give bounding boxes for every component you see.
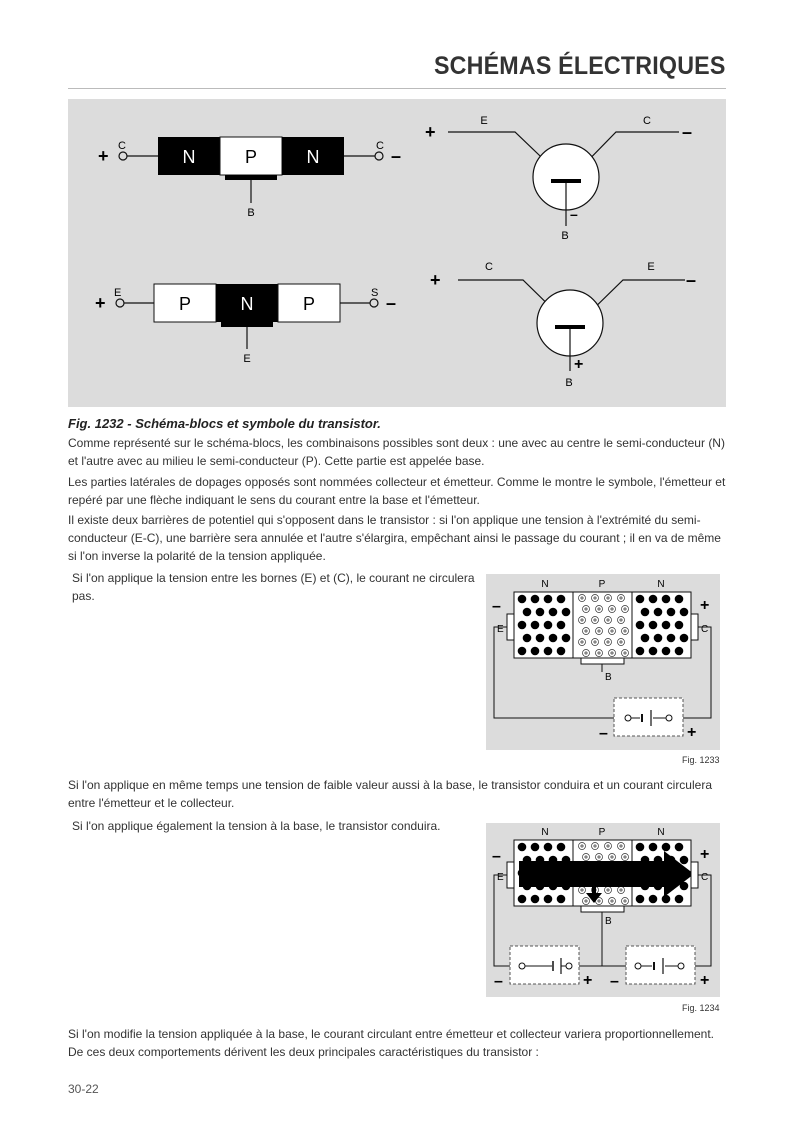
electron-dot <box>562 634 571 643</box>
fig1233-right-electrode <box>691 614 698 640</box>
npn-block-diagram <box>98 137 401 219</box>
electron-dot <box>654 608 663 617</box>
fig1234-mid-circuit-wire <box>579 927 602 966</box>
electron-dot <box>544 595 553 604</box>
electron-dot <box>518 621 527 630</box>
electron-dot <box>662 595 671 604</box>
npn-block-layer-2-label: P <box>244 147 258 167</box>
fig1233-base-label: B <box>605 672 612 683</box>
figure-1233-diagram <box>486 574 720 750</box>
pnp-block-layer-2-label: N <box>240 294 254 314</box>
electron-dot <box>649 843 658 852</box>
electron-dot <box>680 856 689 865</box>
fig1234-right-sign: + <box>700 846 710 863</box>
electron-dot <box>636 895 645 904</box>
fig1233-layer-1-label: N <box>541 579 549 590</box>
figure-1232-diagram <box>68 99 726 407</box>
electron-dot <box>536 634 545 643</box>
fig1233-layer-3-label: N <box>657 579 665 590</box>
electron-dot <box>549 608 558 617</box>
paragraph-2: Les parties latérales de dopages opposés sont nommées collecteur et émetteur. Comme le montre le symbole, l'émetteur et repéré par une flèche indiquant le sens du courant entre la base et l'émetteur. <box>68 475 726 507</box>
npn-block-right-terminal <box>375 152 383 160</box>
electron-dot <box>636 647 645 656</box>
pnp-block-base-contact <box>221 322 273 327</box>
fig1233-left-electrode <box>507 614 514 640</box>
npn-block-right-label: C <box>376 140 384 152</box>
electron-dot <box>557 595 566 604</box>
electron-dot <box>544 621 553 630</box>
pnp-transistor-symbol <box>430 261 696 389</box>
electron-dot <box>557 647 566 656</box>
electron-dot <box>557 843 566 852</box>
fig1233-battery-terminal-left <box>625 715 631 721</box>
electron-dot <box>662 843 671 852</box>
pnp-block-diagram <box>95 284 396 365</box>
fig1233-battery-right-sign: + <box>687 724 697 741</box>
electron-dot <box>544 647 553 656</box>
electron-dot <box>680 608 689 617</box>
electron-dot <box>675 647 684 656</box>
electron-dot <box>636 595 645 604</box>
electron-dot <box>675 895 684 904</box>
fig1234-layer-1-label: N <box>541 827 549 838</box>
pnp-block-right-terminal <box>370 299 378 307</box>
pnp-symbol-right-label: E <box>647 261 655 273</box>
fig1234-left-circuit-wire <box>494 875 510 966</box>
npn-block-layer-1-label: N <box>182 147 196 167</box>
electron-dot <box>557 895 566 904</box>
electron-dot <box>675 843 684 852</box>
fig1234-battery1-right-sign: + <box>583 972 593 989</box>
electron-dot <box>523 608 532 617</box>
npn-symbol-base-sign: – <box>570 206 578 222</box>
npn-symbol-right-label: C <box>643 115 651 127</box>
figure-1233-label: Fig. 1233 <box>682 755 720 765</box>
electron-dot <box>531 647 540 656</box>
npn-block-right-sign: – <box>391 146 402 166</box>
pnp-block-right-label: S <box>371 287 379 299</box>
electron-dot <box>636 621 645 630</box>
npn-symbol-right-sign: – <box>682 122 693 142</box>
pnp-block-layer-1-label: P <box>178 294 192 314</box>
fig1234-battery2-right-sign: + <box>700 972 710 989</box>
pnp-symbol-right-sign: – <box>686 270 697 290</box>
pnp-symbol-left-sign: + <box>430 270 441 290</box>
fig1233-battery-left-sign: – <box>599 725 608 742</box>
electron-dot <box>544 843 553 852</box>
electron-dot <box>531 895 540 904</box>
pnp-block-right-sign: – <box>386 293 397 313</box>
fig1234-battery1-left-sign: – <box>494 973 503 990</box>
npn-block-left-sign: + <box>98 146 109 166</box>
fig1233-layer-2-label: P <box>598 579 606 590</box>
page-title: SCHÉMAS ÉLECTRIQUES <box>434 52 726 80</box>
electron-dot <box>562 608 571 617</box>
electron-dot <box>667 634 676 643</box>
fig1233-right-label: C <box>701 624 709 635</box>
pnp-symbol-left-label: C <box>485 261 493 273</box>
pnp-symbol-base-sign: + <box>574 356 584 373</box>
pnp-block-left-sign: + <box>95 293 106 313</box>
npn-block-base-label: B <box>247 207 255 219</box>
paragraph-4: Si l'on applique la tension entre les bornes (E) et (C), le courant ne circulera pas. <box>72 571 475 603</box>
electron-dot <box>662 621 671 630</box>
electron-dot <box>641 634 650 643</box>
electron-dot <box>675 621 684 630</box>
fig1233-battery-terminal-right <box>666 715 672 721</box>
electron-dot <box>518 895 527 904</box>
paragraph-1: Comme représenté sur le schéma-blocs, les combinaisons possibles sont deux : une avec au centre le semi-conducteur (N) et l'autre avec au milieu le semi-conducteur (P). Cette partie est appelée base. <box>68 436 725 468</box>
electron-dot <box>649 895 658 904</box>
paragraph-5: Si l'on applique en même temps une tension de faible valeur aussi à la base, le transistor conduira et un courant circulera entre l'émetteur et le collecteur. <box>68 778 712 810</box>
fig1234-battery1-terminal-left <box>519 963 525 969</box>
page-number: 30-22 <box>68 1082 99 1096</box>
fig1234-battery2-terminal-right <box>678 963 684 969</box>
fig1233-left-sign: – <box>492 598 501 615</box>
fig1234-battery2-left-sign: – <box>610 973 619 990</box>
fig1234-battery1-terminal-right <box>566 963 572 969</box>
pnp-block-left-label: E <box>114 287 122 299</box>
fig1233-left-label: E <box>497 624 504 635</box>
fig1234-battery2-terminal-left <box>635 963 641 969</box>
electron-dot <box>557 621 566 630</box>
paragraph-6: Si l'on applique également la tension à la base, le transistor conduira. <box>72 819 441 833</box>
fig1234-right-circuit-wire <box>695 875 711 966</box>
npn-transistor-symbol <box>425 115 692 242</box>
npn-symbol-base-label: B <box>561 230 569 242</box>
fig1234-left-electrode <box>507 862 514 888</box>
pnp-block-base-label: E <box>243 353 251 365</box>
electron-dot <box>536 608 545 617</box>
electron-dot <box>662 895 671 904</box>
fig1234-layer-2-label: P <box>598 827 606 838</box>
fig1234-layer-3-label: N <box>657 827 665 838</box>
figure-1233-panel <box>486 574 720 750</box>
electron-dot <box>667 608 676 617</box>
fig1234-left-label: E <box>497 872 504 883</box>
npn-block-layer-3-label: N <box>306 147 320 167</box>
electron-dot <box>641 608 650 617</box>
npn-symbol-left-label: E <box>480 115 488 127</box>
pnp-block-layer-3-label: P <box>302 294 316 314</box>
electron-dot <box>636 843 645 852</box>
electron-dot <box>649 621 658 630</box>
figure-1234-panel <box>486 823 720 997</box>
electron-dot <box>531 843 540 852</box>
fig1233-base-contact <box>581 658 624 664</box>
fig1234-right-electrode <box>691 862 698 888</box>
electron-dot <box>680 634 689 643</box>
electron-dot <box>662 647 671 656</box>
electron-dot <box>649 595 658 604</box>
electron-dot <box>654 634 663 643</box>
npn-block-left-label: C <box>118 140 126 152</box>
fig1234-right-label: C <box>701 872 709 883</box>
fig1233-battery-box <box>614 698 683 736</box>
paragraph-7: Si l'on modifie la tension appliquée à la base, le courant circulant entre émetteur et collecteur variera proportionnellement. De ces deux comportements dérivent les deux principales caractéristiques du transistor : <box>68 1027 714 1059</box>
fig1234-base-contact <box>581 906 624 912</box>
paragraph-3: Il existe deux barrières de potentiel qui s'opposent dans le transistor : si l'on applique une tension à l'extrémité du semi-conducteur (E-C), une barrière sera annulée et l'autre s'élargira, empêchant ainsi le passage du courant ; il en va de même si l'on inverse la polarité de la tension appliquée. <box>68 513 721 563</box>
fig1234-left-sign: – <box>492 848 501 865</box>
electron-dot <box>531 621 540 630</box>
npn-block-left-terminal <box>119 152 127 160</box>
fig1234-base-label: B <box>605 916 612 927</box>
electron-dot <box>518 843 527 852</box>
pnp-symbol-base-label: B <box>565 377 573 389</box>
figure-1232-panel <box>68 99 726 407</box>
npn-symbol-left-sign: + <box>425 122 436 142</box>
npn-block-base-contact <box>225 175 277 180</box>
electron-dot <box>549 634 558 643</box>
pnp-block-left-terminal <box>116 299 124 307</box>
figure-1234-label: Fig. 1234 <box>682 1003 720 1013</box>
header-rule <box>68 88 726 89</box>
electron-dot <box>518 595 527 604</box>
electron-dot <box>523 634 532 643</box>
electron-dot <box>544 895 553 904</box>
electron-dot <box>649 647 658 656</box>
electron-dot <box>518 647 527 656</box>
electron-dot <box>675 595 684 604</box>
fig1233-right-sign: + <box>700 597 710 614</box>
figure-1232-caption: Fig. 1232 - Schéma-blocs et symbole du transistor. <box>68 416 381 431</box>
figure-1234-diagram <box>486 823 720 997</box>
electron-dot <box>531 595 540 604</box>
